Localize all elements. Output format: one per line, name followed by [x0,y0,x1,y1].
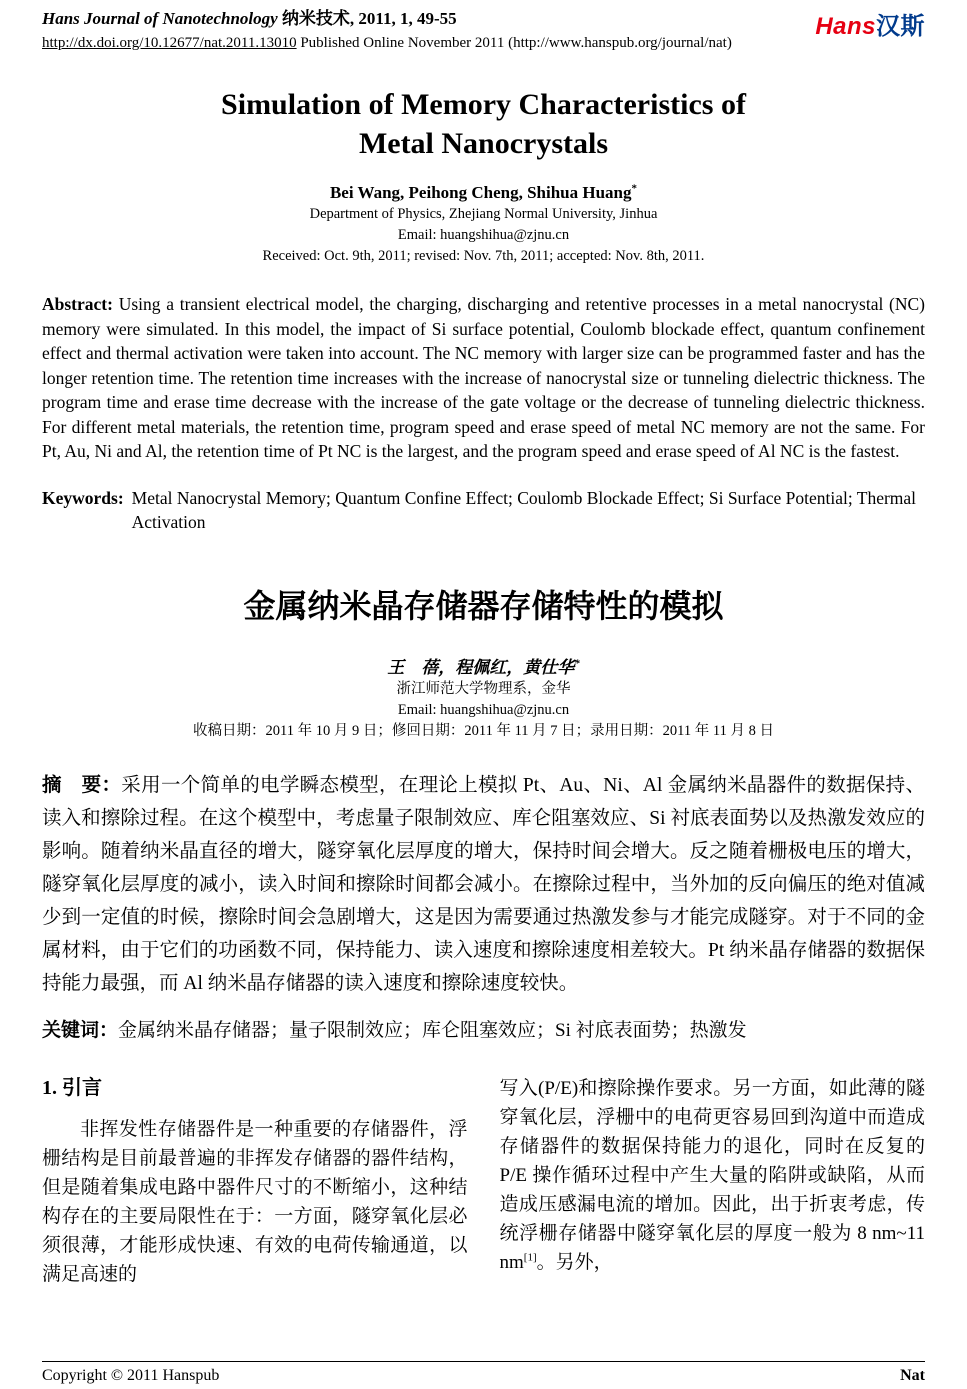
page-header [42,8,925,53]
published-info: Published Online November 2011 (http://www.hanspub.org/journal/nat) [300,35,732,51]
journal-line [42,8,925,30]
abstract-label: Abstract: [42,294,113,314]
copyright-text: Copyright © 2011 Hanspub [42,1367,220,1384]
abstract-text: Using a transient electrical model, the charging, discharging and retentive processes in a metal nanocrystal (NC) memory were simulated. In this model, the impact of Si surface potential, Coulomb blockade effect, quantum confinement effect and thermal activation were taken into account. The NC memory with larger size can be programmed faster and has the longer retention time. The retention time increases with the increase of nanocrystal size or tunneling dielectric thickness. The program time and erase time decrease with the increase of the gate voltage or the decrease of tunneling dielectric thickness. For different metal materials, the retention time, program speed and erase speed of metal NC memory are not the same. For Pt, Au, Ni and Al, the retention time of Pt NC is the largest, and the program speed and erase speed of Al NC is the fastest. [42,294,926,461]
authors-line [42,183,925,203]
chinese-dates-line: 收稿日期：2011 年 10 月 9 日；修回日期：2011 年 11 月 7 日；录用日期：2011 年 11 月 8 日 [193,722,774,739]
corresponding-author-mark: * [631,182,638,195]
hanspub-logo [815,6,925,41]
doi-line [42,33,925,53]
journal-issue-info: 纳米技术, 2011, 1, 49-55 [277,9,457,28]
intro-right-column [500,1074,926,1289]
keywords-block [42,486,925,535]
chinese-corresponding-mark: * [574,656,580,669]
introduction-section [42,1074,925,1289]
keywords-label: Keywords: [42,487,124,508]
chinese-email-line: Email: huangshihua@zjnu.cn [397,701,570,718]
chinese-abstract-label: 摘 要： [42,774,122,796]
doi-link[interactable]: http://dx.doi.org/10.12677/nat.2011.13010 [42,35,297,51]
chinese-abstract-text: 采用一个简单的电学瞬态模型，在理论上模拟 Pt、Au、Ni、Al 金属纳米晶器件的数据保持、读入和擦除过程。在这个模型中，考虑量子限制效应、库仑阻塞效应、Si 衬底表面势以及热激发效应的影响。随着纳米晶直径的增大，隧穿氧化层厚度的增大，保持时间会增大。反之随着栅极电压的增大，隧穿氧化层厚度的减小，读入时间和擦除时间都会减小。在擦除过程中，当外加的反向偏压的绝对值减少到一定值的时候，擦除时间会急剧增大，这是因为需要通过热激发参与才能完成隧穿。对于不同的金属材料，由于它们的功函数不同，保持能力、读入速度和擦除速度相差较大。Pt 纳米晶存储器的数据保持能力最强，而 Al 纳米晶存储器的读入速度和擦除速度较快。 [42,774,925,994]
chinese-author-names: 王 蓓，程佩红，黄仕华 [387,657,575,677]
chinese-abstract-paragraph [42,769,925,1000]
email-line: Email: huangshihua@zjnu.cn [397,227,570,243]
chinese-keywords-label: 关键词： [42,1019,119,1041]
intro-left-column [42,1074,468,1289]
author-names: Bei Wang, Peihong Cheng, Shihua Huang [329,183,632,202]
intro-right-text-2: 。另外， [536,1251,613,1273]
intro-right-paragraph [500,1074,926,1277]
abstract-paragraph [42,292,925,464]
paper-title [42,85,925,163]
paper-title-line2: Metal Nanocrystals [358,127,609,160]
affiliation: Department of Physics, Zhejiang Normal University, Jinhua [309,206,658,222]
chinese-authors-line [42,653,925,678]
paper-title-line1: Simulation of Memory Characteristics of [221,88,746,121]
logo-hans-text: Hans [815,13,876,40]
intro-left-paragraph: 非挥发性存储器件是一种重要的存储器件，浮栅结构是目前最普遍的非挥发存储器的器件结构，但是随着集成电路中器件尺寸的不断缩小，这种结构存在的主要局限性在于：一方面，隧穿氧化层必须很薄，才能形成快速、有效的电荷传输通道，以满足高速的 [42,1118,468,1285]
chinese-affiliation: 浙江师范大学物理系，金华 [396,680,571,697]
keywords-text: Metal Nanocrystal Memory; Quantum Confine Effect; Coulomb Blockade Effect; Si Surface Potential; Thermal Activation [131,487,917,532]
chinese-keywords-block [42,1016,925,1046]
footer-journal-abbrev: Nat [900,1367,925,1384]
chinese-keywords-text: 金属纳米晶存储器；量子限制效应；库仑阻塞效应；Si 衬底表面势；热激发 [118,1019,747,1041]
intro-right-text-1: 写入(P/E)和擦除操作要求。另一方面，如此薄的隧穿氧化层，浮栅中的电荷更容易回到沟道中而造成存储器件的数据保持能力的退化，同时在反复的 P/E 操作循环过程中产生大量的陷阱或缺陷，从而造成压感漏电流的增加。因此，出于折衷考虑，传统浮栅存储器中隧穿氧化层的厚度一般为 8 nm~11 nm [499,1077,925,1273]
section-heading: 1. 引言 [42,1076,102,1099]
chinese-title: 金属纳米晶存储器存储特性的模拟 [243,587,724,624]
citation-1-superscript: [1] [523,1251,537,1264]
journal-title-en: Hans Journal of Nanotechnology [42,9,278,28]
logo-chinese-text: 汉斯 [876,13,925,40]
received-line: Received: Oct. 9th, 2011; revised: Nov. 7th, 2011; accepted: Nov. 8th, 2011. [262,248,705,264]
page-footer [42,1361,925,1385]
